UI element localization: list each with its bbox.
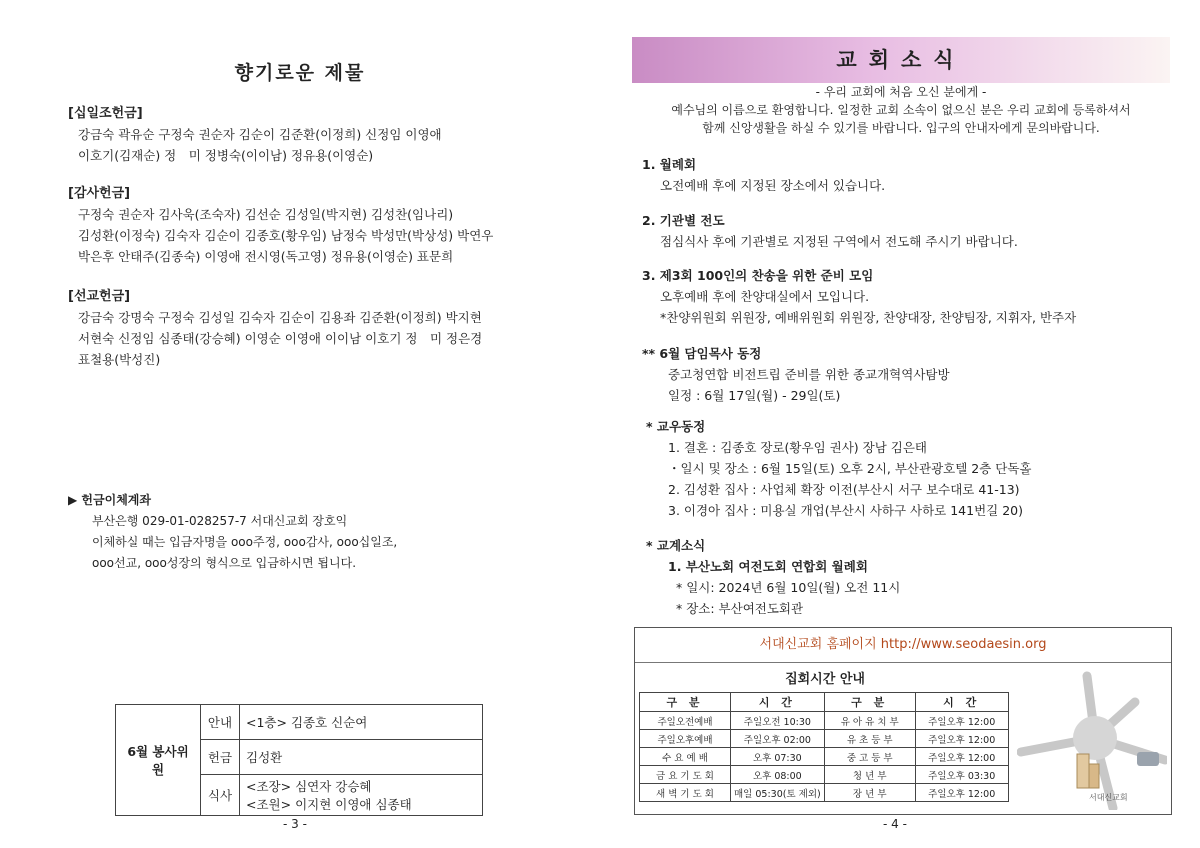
- news-line: 3. 이경아 집사 : 미용실 개업(부산시 사하구 사하로 141번길 20): [668, 503, 1023, 518]
- news-item: [642, 343, 1172, 406]
- schedule-cell: 오후 08:00: [731, 766, 825, 784]
- news-subhead: 1. 부산노회 여전도회 연합회 월례회: [668, 559, 868, 574]
- section-head: [십일조헌금]: [68, 106, 143, 121]
- schedule-header: 구 분: [824, 693, 915, 712]
- offering-title: 향기로운 제물: [234, 62, 366, 84]
- news-line: * 일시: 2024년 6월 10일(월) 오전 11시: [676, 580, 901, 595]
- schedule-cell: 장 년 부: [824, 784, 915, 802]
- news-line: 중고청연합 비전트립 준비를 위한 종교개혁역사탐방: [668, 367, 950, 382]
- account-line: ooo선교, ooo성장의 형식으로 입금하시면 됩니다.: [92, 556, 357, 570]
- name-line: 김성환(이정숙) 김숙자 김순이 김종호(황우임) 남정숙 박성만(박상성) 박연우: [78, 228, 494, 243]
- news-line: 1. 결혼 : 김종호 장로(황우임 권사) 장남 김은태: [668, 440, 927, 455]
- news-item: [642, 154, 1172, 196]
- news-line: *찬양위원회 위원장, 예배위원회 위원장, 찬양대장, 찬양팀장, 지휘자, 반주자: [660, 310, 1077, 325]
- schedule-cell: 주일오후예배: [640, 730, 731, 748]
- bank-account-section: [68, 490, 548, 574]
- news-line: 일정 : 6월 17일(월) - 29일(토): [668, 388, 841, 403]
- service-cat: 안내: [201, 705, 240, 740]
- news-head: ** 6월 담임목사 동정: [642, 346, 762, 361]
- schedule-header: 시 간: [915, 693, 1008, 712]
- news-line: 2. 김성환 집사 : 사업체 확장 이전(부산시 서구 보수대로 41-13): [668, 482, 1020, 497]
- schedule-table: [639, 692, 1009, 802]
- schedule-header: 구 분: [640, 693, 731, 712]
- name-line: 표철용(박성진): [78, 352, 161, 367]
- section-head: [선교헌금]: [68, 289, 131, 304]
- info-box: [634, 627, 1172, 815]
- name-line: 이호기(김재순) 정 미 정병숙(이이남) 정유용(이영순): [78, 148, 374, 163]
- schedule-cell: 주일오전예배: [640, 712, 731, 730]
- service-val: 김성환: [240, 740, 483, 775]
- schedule-cell: 수 요 예 배: [640, 748, 731, 766]
- section-head: [감사헌금]: [68, 186, 131, 201]
- news-item: [642, 210, 1172, 252]
- welcome-line: 함께 신앙생활을 하실 수 있기를 바랍니다. 입구의 안내자에게 문의바랍니다.: [702, 121, 1100, 135]
- schedule-cell: 새 벽 기 도 회: [640, 784, 731, 802]
- service-val-line: <조장> 심연자 강승혜: [246, 779, 372, 794]
- welcome-heading: - 우리 교회에 처음 오신 분에게 -: [815, 85, 987, 99]
- name-line: 강금숙 강명숙 구정숙 김성일 김숙자 김순이 김용좌 김준환(이정희) 박지현: [78, 310, 482, 325]
- schedule-cell: 매일 05:30(토 제외): [731, 784, 825, 802]
- account-line: 이체하실 때는 입금자명을 ooo주정, ooo감사, ooo십일조,: [92, 535, 398, 549]
- thanks-section: [68, 183, 548, 267]
- news-line: 오전예배 후에 지정된 장소에서 있습니다.: [660, 178, 886, 193]
- news-item: [642, 535, 1172, 619]
- service-label: 6월 봉사위원: [116, 705, 201, 816]
- service-cat: 헌금: [201, 740, 240, 775]
- news-item: [642, 265, 1172, 328]
- schedule-cell: 주일오후 02:00: [731, 730, 825, 748]
- right-page: [600, 0, 1200, 848]
- schedule-cell: 주일오후 12:00: [915, 712, 1008, 730]
- schedule-cell: 금 요 기 도 회: [640, 766, 731, 784]
- homepage-link[interactable]: 서대신교회 홈페이지 http://www.seodaesin.org: [635, 628, 1171, 663]
- service-cat: 식사: [201, 775, 240, 816]
- mission-section: [68, 286, 548, 370]
- schedule-cell: 유 초 등 부: [824, 730, 915, 748]
- name-line: 서현숙 신정임 심종태(강승혜) 이영순 이영애 이이남 이호기 정 미 정은경: [78, 331, 483, 346]
- schedule-cell: 주일오전 10:30: [731, 712, 825, 730]
- service-volunteers-table: [115, 704, 483, 816]
- schedule-title: 집회시간 안내: [785, 672, 865, 687]
- news-head: 1. 월례회: [642, 157, 697, 172]
- account-line: 부산은행 029-01-028257-7 서대신교회 장호익: [92, 514, 348, 528]
- name-line: 구정숙 권순자 김사욱(조숙자) 김선순 김성일(박지현) 김성찬(임나리): [78, 207, 454, 222]
- welcome-line: 예수님의 이름으로 환영합니다. 일정한 교회 소속이 없으신 분은 우리 교회에 등록하셔서: [671, 103, 1131, 117]
- service-val: <1층> 김종호 신순여: [240, 705, 483, 740]
- page-number: - 4 -: [883, 817, 907, 831]
- schedule-header: 시 간: [731, 693, 825, 712]
- news-line: * 장소: 부산여전도회관: [676, 601, 804, 616]
- news-line: 점심식사 후에 기관별로 지정된 구역에서 전도해 주시기 바랍니다.: [660, 234, 1018, 249]
- schedule-cell: 주일오후 12:00: [915, 748, 1008, 766]
- news-item: [642, 416, 1172, 521]
- news-head: 2. 기관별 전도: [642, 213, 725, 228]
- schedule-cell: 중 고 등 부: [824, 748, 915, 766]
- schedule-cell: 주일오후 12:00: [915, 730, 1008, 748]
- location-map: [1017, 668, 1167, 810]
- schedule-cell: 청 년 부: [824, 766, 915, 784]
- news-head: 3. 제3회 100인의 찬송을 위한 준비 모임: [642, 268, 874, 283]
- news-head: * 교우동정: [646, 419, 706, 434]
- schedule-cell: 주일오후 12:00: [915, 784, 1008, 802]
- schedule-cell: 주일오후 03:30: [915, 766, 1008, 784]
- map-graphic: [1017, 668, 1167, 810]
- schedule-cell: 오후 07:30: [731, 748, 825, 766]
- news-head: * 교계소식: [646, 538, 706, 553]
- name-line: 강금숙 곽유순 구정숙 권순자 김순이 김준환(이정희) 신정임 이영애: [78, 127, 442, 142]
- news-line: ・일시 및 장소 : 6월 15일(토) 오후 2시, 부산관광호텔 2층 단독홀: [668, 461, 1032, 476]
- account-head: 헌금이체계좌: [81, 493, 151, 507]
- news-line: 오후예배 후에 찬양대실에서 모입니다.: [660, 289, 870, 304]
- map-label: 서대신교회: [1089, 793, 1128, 802]
- name-line: 박은후 안태주(김종숙) 이영애 전시영(독고영) 정유용(이영순) 표문희: [78, 249, 454, 264]
- service-val: [240, 775, 483, 816]
- tithe-section: [68, 103, 548, 166]
- church-news-banner: 교회소식: [632, 37, 1170, 83]
- triangle-icon: ▶: [68, 493, 78, 507]
- schedule-cell: 유 아 유 치 부: [824, 712, 915, 730]
- service-val-line: <조원> 이지현 이영애 심종태: [246, 797, 412, 812]
- page-number: - 3 -: [283, 817, 307, 831]
